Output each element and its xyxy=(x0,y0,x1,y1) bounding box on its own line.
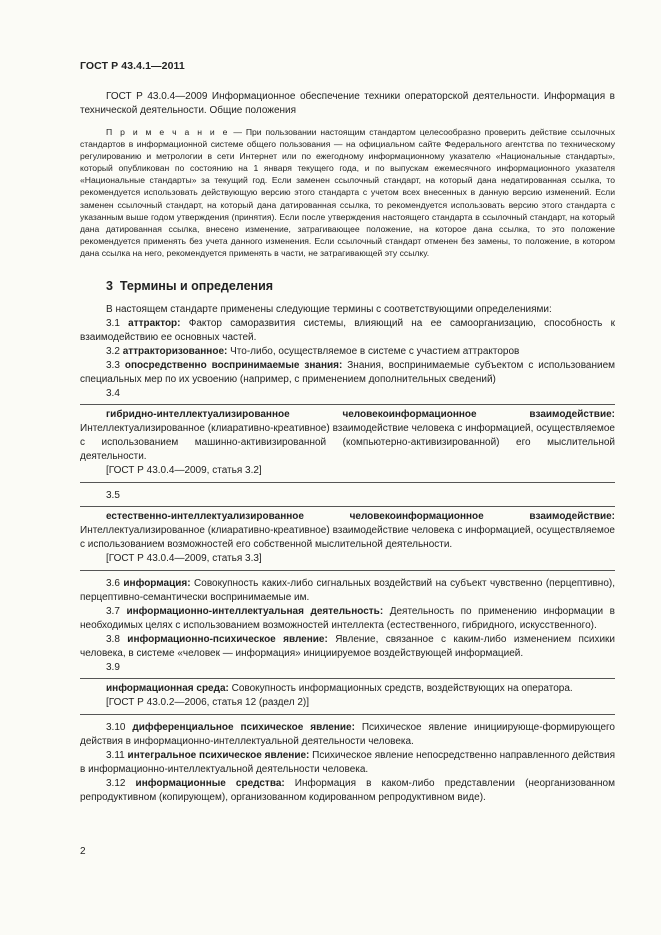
term-entry xyxy=(80,749,615,777)
section-number: 3 xyxy=(106,279,113,294)
term-definition: Фактор саморазвития системы, влияющий на ее самоорганизацию, способность к взаимодействию ее основных частей. xyxy=(80,318,616,344)
term-definition: Совокупность информационных средств, воздействующих на оператора. xyxy=(228,683,573,695)
term-name: аттракторизованное: xyxy=(122,346,228,358)
term-definition: Интеллектуализированное (клиаративно-креативное) взаимодействие человека с информацией, осуществляемое с использованием возможностей его собственной мыслительной деятельности. xyxy=(80,525,615,551)
term-entry xyxy=(80,317,615,345)
term-name: опосредственно воспринимаемые знания: xyxy=(124,360,343,372)
section-intro: В настоящем стандарте применены следующие термины с соответствующими определениями: xyxy=(106,304,552,316)
term-entry xyxy=(80,408,615,464)
term-definition: Знания, воспринимаемые субъектом с использованием специальных мер по их усвоению (например, с применением дополнительных сведений) xyxy=(80,360,616,386)
page-number: 2 xyxy=(80,846,86,857)
term-number: 3.9 xyxy=(106,662,120,674)
term-definition: Информация в каком-либо представлении (неорганизованном репродуктивном (копирующем), организованном кодированном репродуктивном виде). xyxy=(80,778,615,804)
term-name: информационная среда: xyxy=(106,683,229,695)
term-entry xyxy=(80,777,615,805)
term-number: 3.2 xyxy=(106,346,120,358)
term-name: информация: xyxy=(123,578,191,590)
term-number: 3.3 xyxy=(106,360,120,372)
document-header: ГОСТ Р 43.4.1—2011 xyxy=(80,60,185,72)
term-number: 3.5 xyxy=(106,490,120,502)
term-definition: Интеллектуализированное (клиаративно-креативное) взаимодействие человека с информацией, осуществляемое с использованием машинно-активизированной (компьютерно-активизированной) его мыслительной деятельности. xyxy=(80,423,615,463)
term-source: [ГОСТ Р 43.0.2—2006, статья 12 (раздел 2)] xyxy=(106,697,309,709)
term-name: дифференциальное психическое явление: xyxy=(132,722,355,734)
term-definition: Что-либо, осуществляемое в системе с участием аттракторов xyxy=(227,346,520,358)
term-number: 3.7 xyxy=(106,606,120,618)
quoted-term-box xyxy=(80,678,615,715)
term-number: 3.12 xyxy=(106,778,126,790)
term-name: информационно-интеллектуальная деятельность: xyxy=(126,606,384,618)
term-entry xyxy=(80,577,615,605)
term-name: информационно-психическое явление: xyxy=(127,634,328,646)
term-name: гибридно-интеллектуализированное человекоинформационное взаимодействие: xyxy=(106,409,615,421)
term-definition: Психическое явление непосредственно направленного действия в информационно-интеллектуальной деятельности человека. xyxy=(80,750,615,776)
term-number: 3.1 xyxy=(106,318,120,330)
term-entry xyxy=(80,605,615,633)
term-number: 3.4 xyxy=(106,388,120,400)
term-number: 3.6 xyxy=(106,578,120,590)
term-entry xyxy=(80,510,615,552)
term-entry xyxy=(80,682,615,696)
note-paragraph xyxy=(80,126,615,259)
term-name: интегральное психическое явление: xyxy=(127,750,310,762)
term-entry xyxy=(80,359,615,387)
section-title: Термины и определения xyxy=(119,279,274,294)
term-entry xyxy=(80,633,615,661)
page-content xyxy=(80,90,615,805)
quoted-term-box xyxy=(80,506,615,571)
term-entry xyxy=(80,345,615,359)
quoted-term-box xyxy=(80,404,615,483)
note-label: П р и м е ч а н и е xyxy=(106,127,230,137)
term-name: естественно-интеллектуализированное человекоинформационное взаимодействие: xyxy=(106,511,615,523)
term-definition: Психическое явление инициирующе-формирующего действия в информационно-интеллектуальной деятельности человека. xyxy=(80,722,615,748)
term-number: 3.10 xyxy=(106,722,126,734)
term-definition: Совокупность каких-либо сигнальных воздействий на субъект чувственно (перцептивно), перцептивно-семантически воспринимаемые им. xyxy=(80,578,615,604)
term-source: [ГОСТ Р 43.0.4—2009, статья 3.2] xyxy=(106,465,262,477)
term-definition: Деятельность по применению информации в необходимых целях с использованием возможностей интеллекта (естественного, гибридного, искусственного). xyxy=(80,606,615,632)
term-number: 3.11 xyxy=(106,750,125,762)
term-source: [ГОСТ Р 43.0.4—2009, статья 3.3] xyxy=(106,553,262,565)
term-name: аттрактор: xyxy=(128,318,181,330)
note-text: — При пользовании настоящим стандартом целесообразно проверить действие ссылочных стандартов в информационной системе общего пользования — на официальном сайте Федерального агентства по техническому регулированию и метрологии в сети Интернет или по ежегодному информационному указателю «Национальные стандарты», который опубликован по состоянию на 1 января текущего года, и по выпускам ежемесячного информационного указателя «Национальные стандарты» за текущий год. Если заменен ссылочный стандарт, на который дана недатированная ссылка, то рекомендуется использовать действующую версию этого стандарта с учетом всех внесенных в данную версию изменений. Если заменен ссылочный стандарт, на который дана датированная ссылка, то рекомендуется использовать версию этого стандарта с указанным выше годом утверждения (принятия). Если после утверждения настоящего стандарта в ссылочный стандарт, на который дана датированная ссылка, внесено изменение, затрагивающее положение, на которое дана ссылка, то это положение рекомендуется применять без учета данного изменения. Если ссылочный стандарт отменен без замены, то положение, в котором дана ссылка на него, рекомендуется применять в части, не затрагивающей эту ссылку. xyxy=(80,127,616,258)
normative-reference: ГОСТ Р 43.0.4—2009 Информационное обеспечение техники операторской деятельности. Информация в технической деятельности. Общие положения xyxy=(80,91,615,116)
section-heading xyxy=(106,279,615,293)
term-number: 3.8 xyxy=(106,634,120,646)
term-entry xyxy=(80,721,615,749)
term-name: информационные средства: xyxy=(135,778,285,790)
term-definition: Явление, связанное с каким-либо изменением психики человека, в системе «человек — информация» инициируемое воздействующей информацией. xyxy=(80,634,615,660)
